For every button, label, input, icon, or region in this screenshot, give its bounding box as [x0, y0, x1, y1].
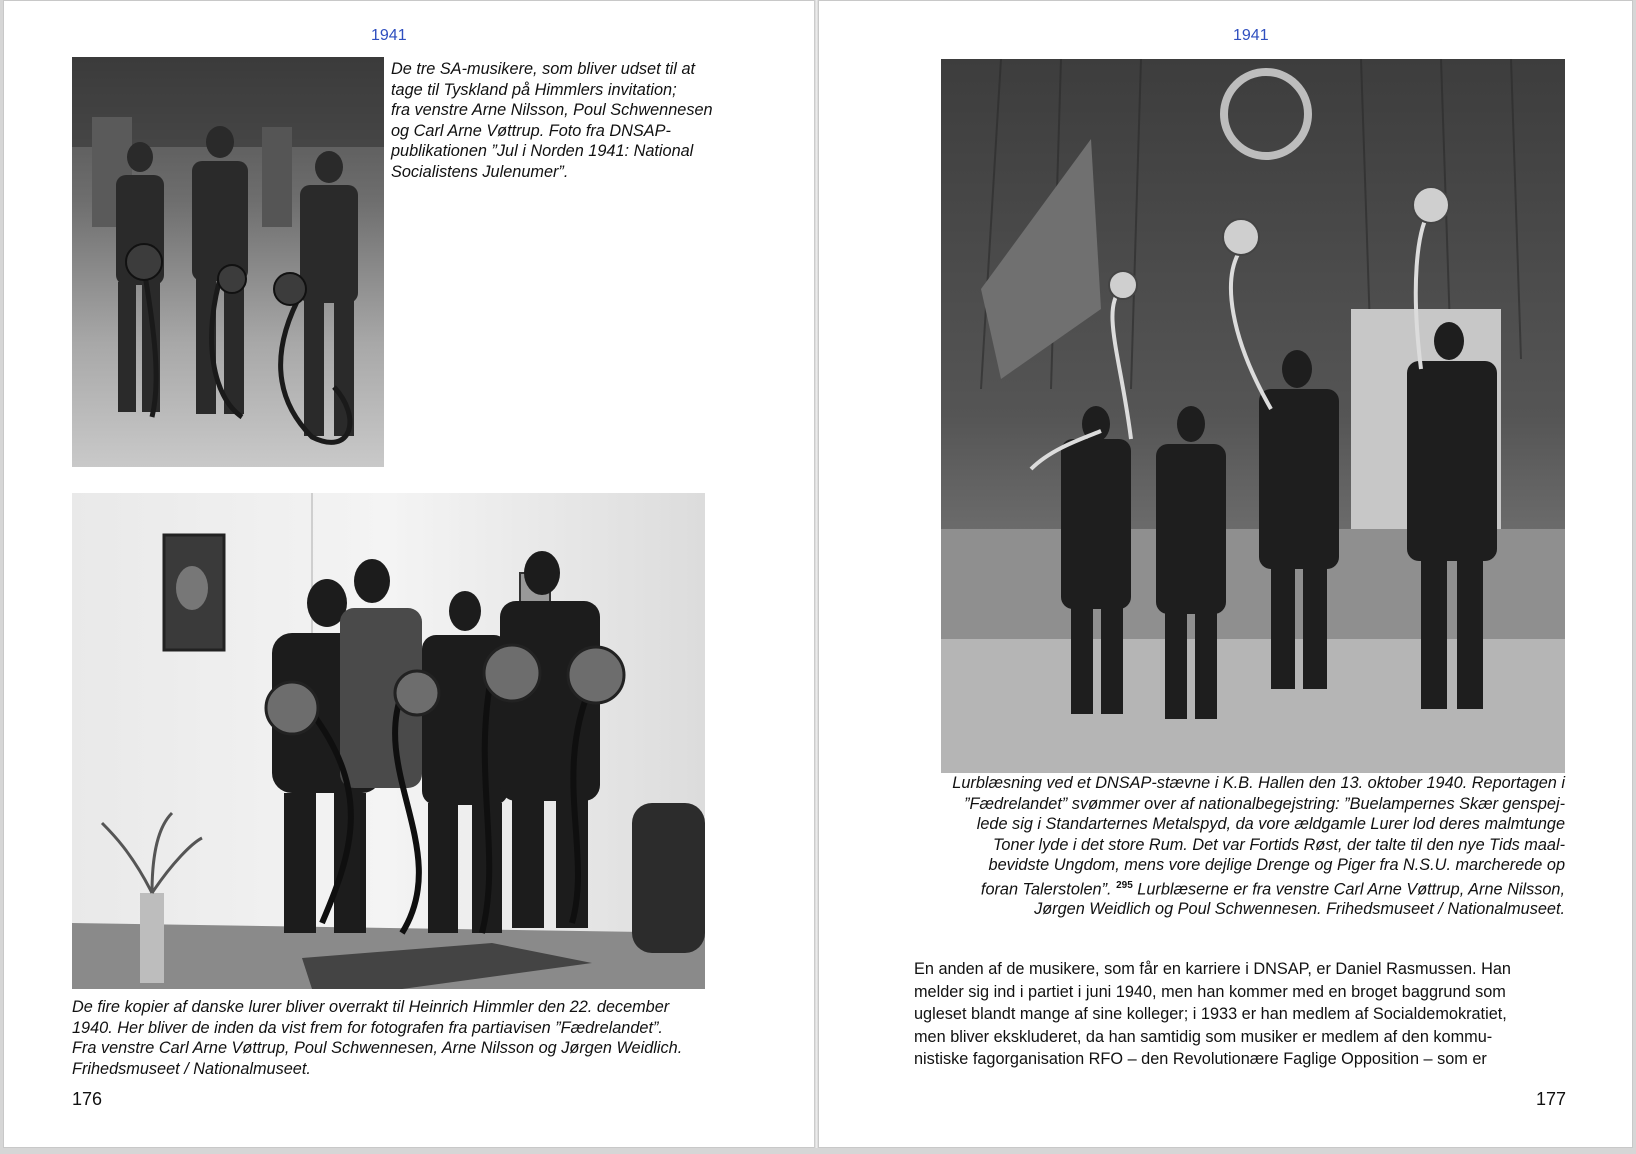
right-page-header-year: 1941	[1233, 27, 1269, 44]
lur-blowing-rally-photo	[941, 59, 1565, 773]
body-line: nistiske fagorganisation RFO – den Revolutionære Faglige Opposition – som er	[914, 1050, 1487, 1069]
caption-line-with-footnote	[917, 876, 1565, 900]
caption-line: Socialistens Julenumer”.	[391, 162, 569, 181]
footnote-reference[interactable]: 295	[1116, 879, 1133, 891]
caption-line: De fire kopier af danske lurer bliver overrakt til Heinrich Himmler den 22. december	[72, 998, 670, 1016]
body-line: melder sig ind i partiet i juni 1940, men han kommer med en broget baggrund som	[914, 982, 1506, 1001]
right-page-number: 177	[1536, 1089, 1567, 1109]
caption-line-6-head: foran Talerstolen”.	[980, 879, 1112, 898]
body-line: ugleset blandt mange af sine kolleger; i 1933 er han medlem af Socialdemokratiet,	[914, 1005, 1507, 1024]
body-line: En anden af de musikere, som får en karriere i DNSAP, er Daniel Rasmussen. Han	[914, 960, 1511, 978]
caption-line-6-tail: Lurblæserne er fra venstre Carl Arne Vøttrup, Arne Nilsson,	[1132, 879, 1565, 898]
caption-line: lede sig i Standarternes Metalspyd, da vore ældgamle Lurer lod deres malmtunge	[976, 815, 1565, 833]
left-page	[3, 0, 815, 1148]
four-lurs-caption	[72, 997, 722, 1079]
caption-line: Lurblæsning ved et DNSAP-stævne i K.B. Hallen den 13. oktober 1940. Reportagen i	[952, 774, 1565, 792]
left-page-number: 176	[72, 1089, 103, 1109]
caption-line: ”Fædrelandet” svømmer over af nationalbegejstring: ”Buelampernes Skær genspej-	[964, 794, 1565, 813]
caption-line: bevidste Ungdom, mens vore dejlige Drenge og Piger fra N.S.U. marcherede op	[988, 856, 1565, 874]
caption-line: publikationen ”Jul i Norden 1941: National	[391, 142, 694, 160]
rally-caption	[917, 773, 1565, 920]
caption-line: Fra venstre Carl Arne Vøttrup, Poul Schwennesen, Arne Nilsson og Jørgen Weidlich.	[72, 1039, 683, 1057]
right-page	[818, 0, 1633, 1148]
three-sa-musicians-photo	[72, 57, 384, 467]
body-paragraph	[914, 958, 1574, 1071]
caption-line: tage til Tyskland på Himmlers invitation;	[391, 80, 677, 99]
caption-line: Frihedsmuseet / Nationalmuseet.	[72, 1059, 311, 1078]
left-page-header-year: 1941	[371, 27, 407, 44]
caption-line: Jørgen Weidlich og Poul Schwennesen. Frihedsmuseet / Nationalmuseet.	[1034, 900, 1565, 919]
four-lurs-himmler-photo	[72, 493, 705, 989]
caption-line: 1940. Her bliver de inden da vist frem for fotografen fra partiavisen ”Fædrelandet”.	[72, 1018, 663, 1037]
caption-line: og Carl Arne Vøttrup. Foto fra DNSAP-	[391, 121, 671, 140]
caption-line: Toner lyde i det store Rum. Det var Fortids Røst, der talte til den nye Tids maal-	[992, 835, 1565, 854]
body-line: men bliver ekskluderet, da han samtidig som musiker er medlem af den kommu-	[914, 1027, 1493, 1046]
three-sa-musicians-caption	[391, 59, 721, 182]
caption-line: De tre SA-musikere, som bliver udset til at	[391, 60, 696, 78]
caption-line: fra venstre Arne Nilsson, Poul Schwennesen	[391, 101, 713, 119]
